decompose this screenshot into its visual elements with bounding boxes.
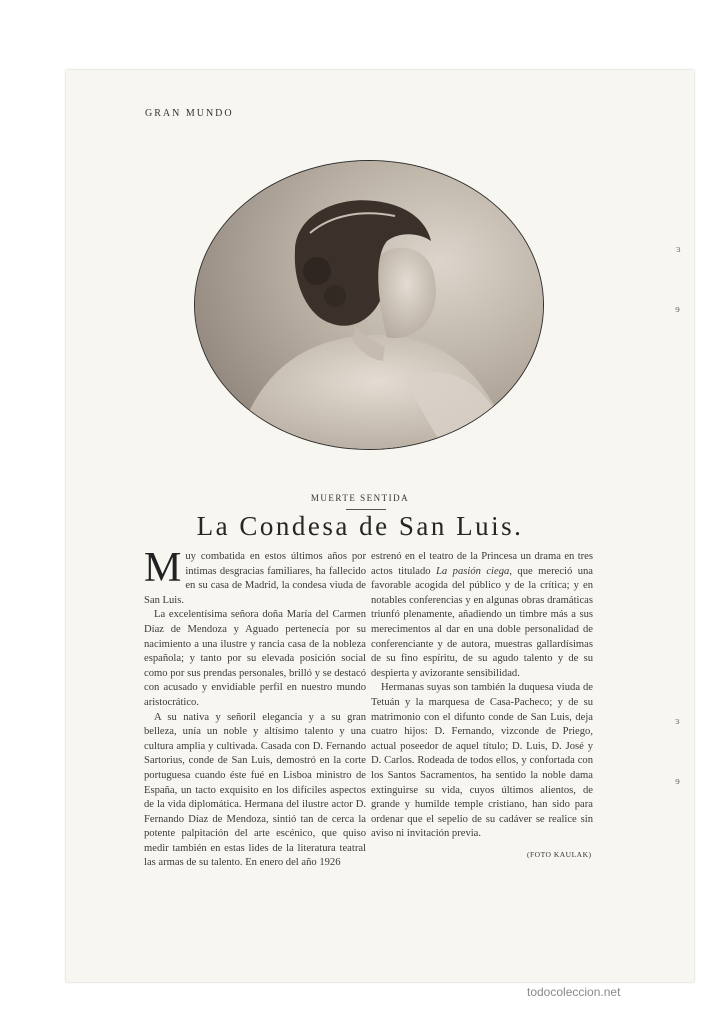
article-column-left	[144, 545, 366, 871]
paragraph-2: La excelentísima señora doña María del Carmen Díaz de Mendoza y Aguado pertenecía por su nacimiento a una ilustre y rancia casa de la nobleza española; y tanto por su elevada posición social como por sus prendas personales, brilló y se destacó con acusado y envidiable perfil en nuestro mundo aristocrático.	[144, 609, 366, 708]
portrait-frame	[194, 160, 544, 450]
section-header: GRAN MUNDO	[145, 108, 234, 119]
article-title: La Condesa de San Luis.	[196, 511, 524, 541]
margin-mark: ɘ	[675, 303, 680, 315]
paragraph-5: Hermanas suyas son también la duquesa viuda de Tetuán y la marquesa de Casa-Pacheco; y de su matrimonio con el difunto conde de San Luis, deja cuatro hijos: D. Fernando, vizconde de Priego, actual poseedor de aquel título; D. Luis, D. José y D. Carlos. Rodeada de todos ellos, y confortada con los Santos Sacramentos, ha sentido la noble dama extinguirse su vida, cuyos últimos alientos, de grande y humilde temple cristiano, han sido para ordenar que el sepelio de su cadáver se realice sin aviso ni invitación previa.	[371, 682, 593, 840]
kicker-divider	[346, 509, 386, 510]
paragraph-4-text-b: , que mereció una favorable acogida del público y de la crítica; y en notables conferencias y en algunas obras dramáticas triunfó plenamente, añadiendo un timbre más a sus merecimentos al dar en una doble personalidad de conferenciante y de autora, muestras gallardísimas de su fino espíritu, de su agudo talento y de su despierta y avizorante sensibilidad.	[371, 565, 593, 679]
margin-mark: ɜ	[676, 243, 681, 255]
paragraph-1	[144, 545, 366, 608]
margin-mark: ɘ	[675, 775, 680, 787]
article-column-right	[371, 550, 593, 842]
portrait-photo	[194, 160, 544, 450]
article-kicker: MUERTE SENTIDA	[310, 493, 410, 503]
photo-credit: (FOTO KAULAK)	[527, 850, 592, 859]
woman-portrait-image	[195, 161, 544, 450]
play-title: La pasión ciega	[436, 565, 510, 577]
margin-mark: ɜ	[675, 715, 680, 727]
paragraph-4	[371, 550, 593, 681]
drop-cap: M	[144, 545, 182, 591]
paragraph-3: A su nativa y señoril elegancia y a su gran belleza, unía un noble y altísimo talento y una cultura amplia y cultivada. Casada con D. Fernando Sartorius, conde de San Luis, demostró en la corte portuguesa cuando éste fué en Lisboa ministro de España, un tacto exquisito en los difíciles aspectos de la vida diplomática. Hermana del ilustre actor D. Fernando Díaz de Mendoza, sintió tan de cerca la potente palpitación del arte escénico, que quiso medir también en estas lides de la literatura teatral las armas de su talento. En enero del año 1926	[144, 711, 366, 869]
paragraph-1-text: uy combatida en estos últimos años por intimas desgracias familiares, ha fallecido en su casa de Madrid, la condesa viuda de San Luis.	[144, 551, 366, 606]
paragraph-4-text-a: estrenó en el teatro de la Princesa un drama en tres actos titulado	[371, 551, 593, 577]
watermark-logo: todocoleccion.net	[527, 985, 621, 999]
